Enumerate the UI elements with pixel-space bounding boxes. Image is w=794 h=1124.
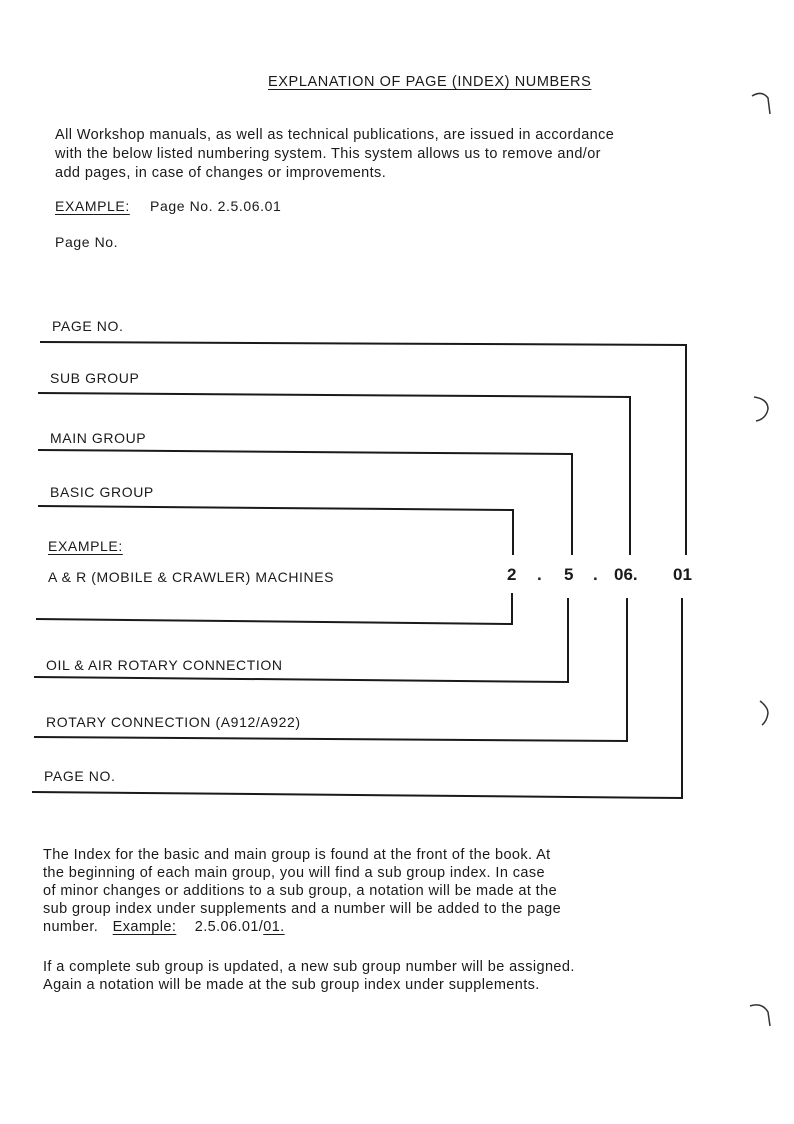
- body-example-label: Example:: [112, 919, 177, 935]
- body-line-5: [43, 918, 285, 936]
- label-main-group: MAIN GROUP: [50, 430, 147, 446]
- example-label: EXAMPLE:: [55, 198, 130, 214]
- intro-line-3: add pages, in case of changes or improvements.: [55, 165, 387, 181]
- body-example-suffix: 01.: [263, 919, 285, 935]
- punch-hole-1: [748, 88, 778, 118]
- digit-sub-group: 06.: [614, 565, 638, 584]
- body-example-value: 2.5.06.01/: [194, 919, 264, 935]
- body-line-7: Again a notation will be made at the sub group index under supplements.: [43, 977, 540, 993]
- page-no-bracket-bottom: [32, 598, 682, 798]
- page-no-text: Page No.: [55, 234, 119, 250]
- intro-line-2: with the below listed numbering system. This system allows us to remove and/or: [55, 146, 601, 162]
- label-example: EXAMPLE:: [48, 538, 123, 554]
- digit-main-group: 5: [564, 565, 574, 584]
- label-rotary: ROTARY CONNECTION (A912/A922): [46, 714, 301, 730]
- label-sub-group: SUB GROUP: [50, 370, 140, 386]
- digit-dot-2: .: [593, 565, 598, 584]
- body-line-4: sub group index under supplements and a number will be added to the page: [43, 901, 562, 917]
- digit-dot-1: .: [537, 565, 542, 584]
- example-text: Page No. 2.5.06.01: [150, 198, 282, 214]
- body-line-2: the beginning of each main group, you will find a sub group index. In case: [43, 865, 545, 881]
- punch-hole-4: [746, 1000, 776, 1030]
- label-page-no-bottom: PAGE NO.: [44, 768, 116, 784]
- digit-basic-group: 2: [507, 565, 517, 584]
- basic-group-bracket-bottom: [36, 593, 512, 624]
- punch-hole-2: [750, 393, 780, 423]
- sub-group-bracket-top: [38, 393, 630, 555]
- punch-hole-3: [750, 697, 780, 727]
- page-title: EXPLANATION OF PAGE (INDEX) NUMBERS: [268, 74, 592, 90]
- body-number-word: number.: [43, 919, 99, 935]
- body-line-3: of minor changes or additions to a sub group, a notation will be made at the: [43, 883, 558, 899]
- body-line-1: The Index for the basic and main group is found at the front of the book. At: [43, 847, 551, 863]
- body-line-6: If a complete sub group is updated, a new sub group number will be assigned.: [43, 959, 575, 975]
- label-oil-air: OIL & AIR ROTARY CONNECTION: [46, 657, 283, 673]
- digit-page-no: 01: [673, 565, 692, 584]
- label-basic-group: BASIC GROUP: [50, 484, 154, 500]
- label-page-no-top: PAGE NO.: [52, 318, 124, 334]
- label-machines: A & R (MOBILE & CRAWLER) MACHINES: [48, 569, 335, 585]
- intro-line-1: All Workshop manuals, as well as technical publications, are issued in accordance: [55, 127, 615, 143]
